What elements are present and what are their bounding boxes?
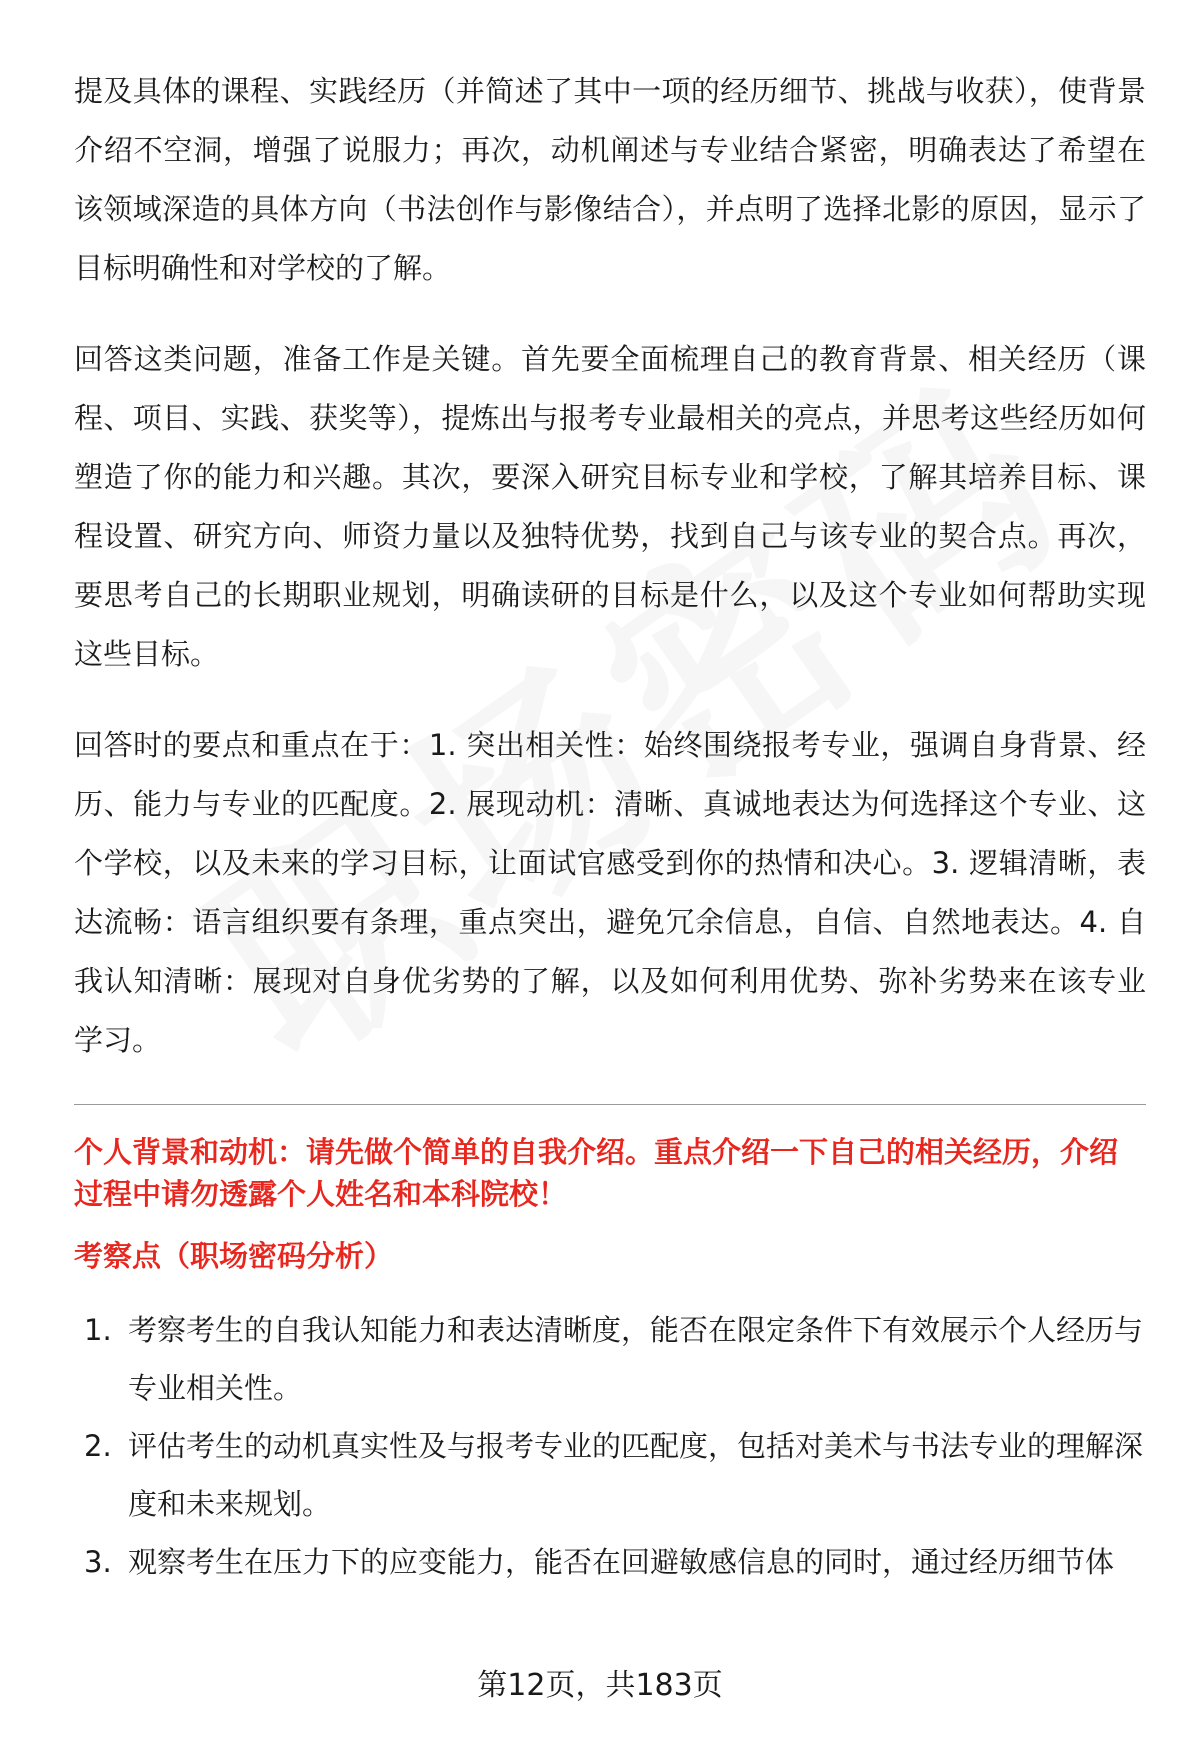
list-item-number: 1. <box>84 1313 112 1347</box>
question-heading: 个人背景和动机：请先做个简单的自我介绍。重点介绍一下自己的相关经历，介绍过程中请勿透露个人姓名和本科院校！ <box>74 1135 1119 1211</box>
list-item <box>74 1533 1146 1591</box>
list-item-text: 观察考生在压力下的应变能力，能否在回避敏感信息的同时，通过经历细节体 <box>128 1545 1115 1579</box>
list-item <box>74 1417 1146 1533</box>
list-item-text: 考察考生的自我认知能力和表达清晰度，能否在限定条件下有效展示个人经历与专业相关性。 <box>128 1313 1144 1405</box>
page-content <box>74 62 1146 1591</box>
paragraph-analysis: 提及具体的课程、实践经历（并简述了其中一项的经历细节、挑战与收获），使背景介绍不空洞，增强了说服力；再次，动机阐述与专业结合紧密，明确表达了希望在该领域深造的具体方向（书法创作与影像结合），并点明了选择北影的原因，显示了目标明确性和对学校的了解。 <box>74 74 1146 285</box>
list-item-number: 2. <box>84 1429 112 1463</box>
section-title: 考察点（职场密码分析） <box>74 1239 394 1273</box>
paragraph-key-points: 回答时的要点和重点在于：1. 突出相关性：始终围绕报考专业，强调自身背景、经历、能力与专业的匹配度。2. 展现动机：清晰、真诚地表达为何选择这个专业、这个学校，以及未来的学习目标，让面试官感受到你的热情和决心。3. 逻辑清晰，表达流畅：语言组织要有条理，重点突出，避免冗余信息，自信、自然地表达。4. 自我认知清晰：展现对自身优劣势的了解，以及如何利用优势、弥补劣势来在该专业学习。 <box>74 728 1146 1057</box>
list-item-text: 评估考生的动机真实性及与报考专业的匹配度，包括对美术与书法专业的理解深度和未来规划。 <box>128 1429 1144 1521</box>
list-item <box>74 1301 1146 1417</box>
paragraph-preparation: 回答这类问题，准备工作是关键。首先要全面梳理自己的教育背景、相关经历（课程、项目、实践、获奖等），提炼出与报考专业最相关的亮点，并思考这些经历如何塑造了你的能力和兴趣。其次，要深入研究目标专业和学校，了解其培养目标、课程设置、研究方向、师资力量以及独特优势，找到自己与该专业的契合点。再次，要思考自己的长期职业规划，明确读研的目标是什么，以及这个专业如何帮助实现这些目标。 <box>74 342 1146 671</box>
list-item-number: 3. <box>84 1545 112 1579</box>
assessment-points-list <box>74 1301 1146 1591</box>
section-divider <box>74 1104 1146 1105</box>
page-number-footer: 第12页，共183页 <box>477 1668 723 1703</box>
